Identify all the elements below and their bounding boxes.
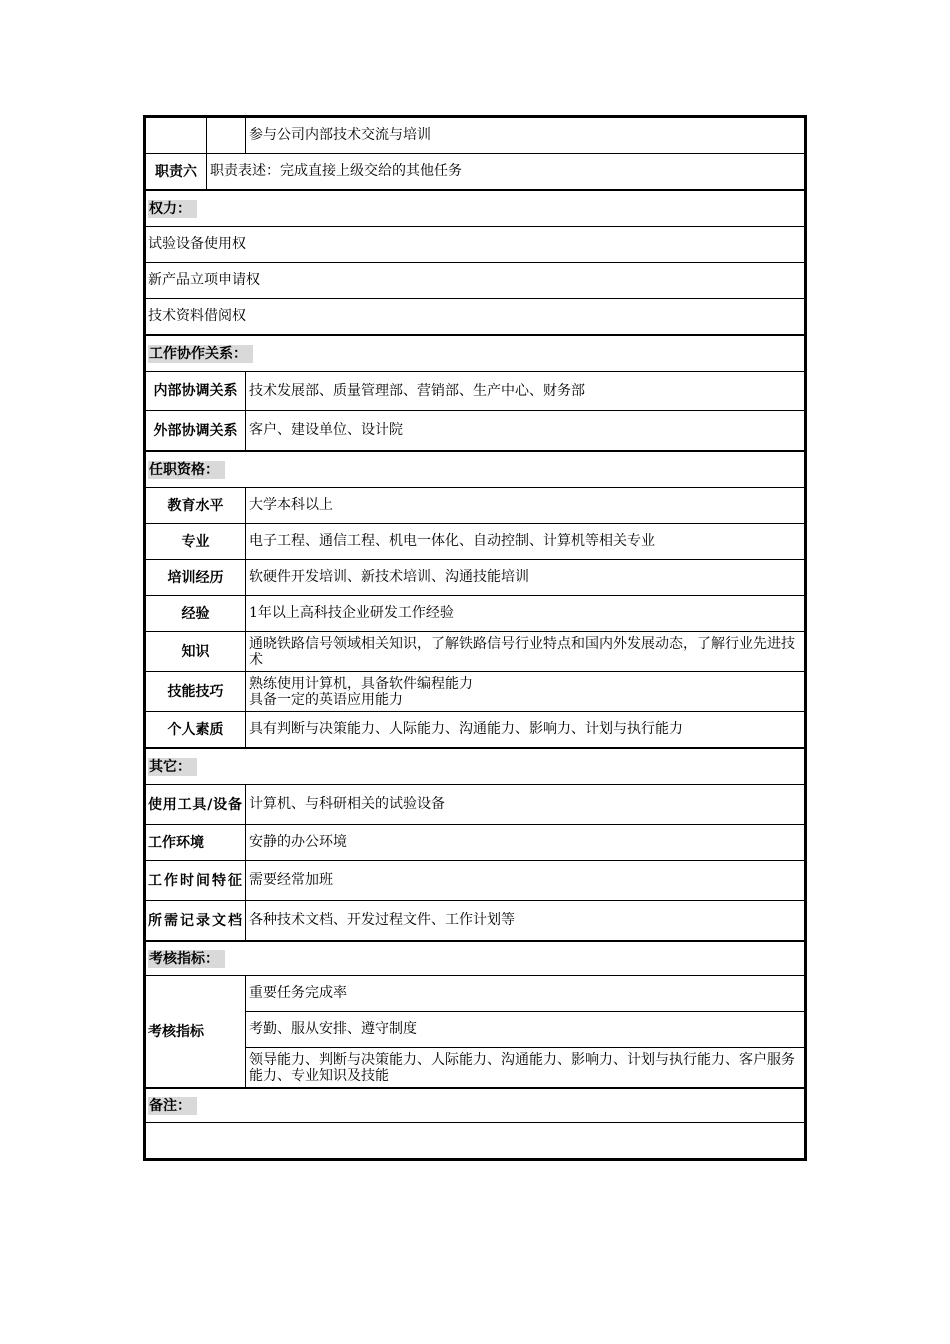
qualification-row xyxy=(146,488,805,524)
other-row xyxy=(146,861,805,901)
assessment-item: 重要任务完成率 xyxy=(246,976,805,1012)
external-coordination-value: 客户、建设单位、设计院 xyxy=(246,411,805,452)
duty6-label: 职责六 xyxy=(146,154,207,191)
qualification-row xyxy=(146,672,805,712)
other-title: 其它： xyxy=(148,758,197,776)
qualification-value: 熟练使用计算机，具备软件编程能力 xyxy=(249,675,473,692)
duty6-row xyxy=(146,154,805,191)
other-section-header xyxy=(146,748,805,785)
other-label: 工作时间特征 xyxy=(146,861,246,901)
remarks-title: 备注： xyxy=(148,1097,197,1115)
qualification-value-cell xyxy=(246,672,805,712)
qualification-value: 电子工程、通信工程、机电一体化、自动控制、计算机等相关专业 xyxy=(246,524,805,560)
qualification-label: 技能技巧 xyxy=(146,672,246,712)
other-value: 安静的办公环境 xyxy=(246,825,805,861)
other-value: 计算机、与科研相关的试验设备 xyxy=(246,785,805,825)
other-value: 需要经常加班 xyxy=(246,861,805,901)
qualifications-title: 任职资格： xyxy=(148,461,225,479)
other-row xyxy=(146,825,805,861)
qualification-row xyxy=(146,712,805,749)
assessment-title: 考核指标： xyxy=(148,950,225,968)
authority-item-row xyxy=(146,263,805,299)
assessment-row xyxy=(146,976,805,1012)
job-description-sheet xyxy=(143,115,807,1161)
authority-section-header xyxy=(146,190,805,227)
collaboration-title: 工作协作关系： xyxy=(148,345,253,363)
qualification-label: 教育水平 xyxy=(146,488,246,524)
authority-item-row xyxy=(146,299,805,336)
collaboration-section-header xyxy=(146,335,805,372)
external-coordination-row xyxy=(146,411,805,452)
remarks-section-header xyxy=(146,1088,805,1123)
qualification-value: 1年以上高科技企业研发工作经验 xyxy=(246,596,805,632)
duty-continued-text: 参与公司内部技术交流与培训 xyxy=(246,118,805,154)
qualification-value: 通晓铁路信号领域相关知识，了解铁路信号行业特点和国内外发展动态，了解行业先进技术 xyxy=(246,632,805,672)
internal-coordination-label: 内部协调关系 xyxy=(146,372,246,411)
assessment-section-header xyxy=(146,941,805,976)
assessment-label: 考核指标 xyxy=(146,976,246,1089)
remarks-body xyxy=(146,1123,805,1159)
qualification-row xyxy=(146,560,805,596)
internal-coordination-value: 技术发展部、质量管理部、营销部、生产中心、财务部 xyxy=(246,372,805,411)
duty-continued-sub-cell xyxy=(207,118,246,154)
qualification-row xyxy=(146,596,805,632)
qualification-label: 个人素质 xyxy=(146,712,246,749)
qualification-label: 知识 xyxy=(146,632,246,672)
authority-item: 新产品立项申请权 xyxy=(146,263,805,299)
qualification-row xyxy=(146,632,805,672)
other-label: 使用工具/设备 xyxy=(146,785,246,825)
qualification-row xyxy=(146,524,805,560)
authority-item-row xyxy=(146,227,805,263)
other-row xyxy=(146,901,805,942)
authority-item: 技术资料借阅权 xyxy=(146,299,805,336)
qualification-label: 专业 xyxy=(146,524,246,560)
duty-continued-label-cell xyxy=(146,118,207,154)
duty6-text: 职责表述：完成直接上级交给的其他任务 xyxy=(207,154,805,191)
qualification-value: 具有判断与决策能力、人际能力、沟通能力、影响力、计划与执行能力 xyxy=(246,712,805,749)
external-coordination-label: 外部协调关系 xyxy=(146,411,246,452)
other-row xyxy=(146,785,805,825)
job-description-table xyxy=(145,117,805,1159)
duty-continued-row xyxy=(146,118,805,154)
other-label: 所需记录文档 xyxy=(146,901,246,942)
other-label: 工作环境 xyxy=(146,825,246,861)
assessment-item: 考勤、服从安排、遵守制度 xyxy=(246,1012,805,1048)
qualification-value-line2: 具备一定的英语应用能力 xyxy=(249,691,403,708)
qualification-label: 经验 xyxy=(146,596,246,632)
remarks-body-row xyxy=(146,1123,805,1159)
qualification-label: 培训经历 xyxy=(146,560,246,596)
qualification-value: 软硬件开发培训、新技术培训、沟通技能培训 xyxy=(246,560,805,596)
authority-title: 权力： xyxy=(148,200,197,218)
assessment-item: 领导能力、判断与决策能力、人际能力、沟通能力、影响力、计划与执行能力、客户服务能力、专业知识及技能 xyxy=(246,1048,805,1089)
other-value: 各种技术文档、开发过程文件、工作计划等 xyxy=(246,901,805,942)
qualifications-section-header xyxy=(146,451,805,488)
qualification-value: 大学本科以上 xyxy=(246,488,805,524)
internal-coordination-row xyxy=(146,372,805,411)
authority-item: 试验设备使用权 xyxy=(146,227,805,263)
